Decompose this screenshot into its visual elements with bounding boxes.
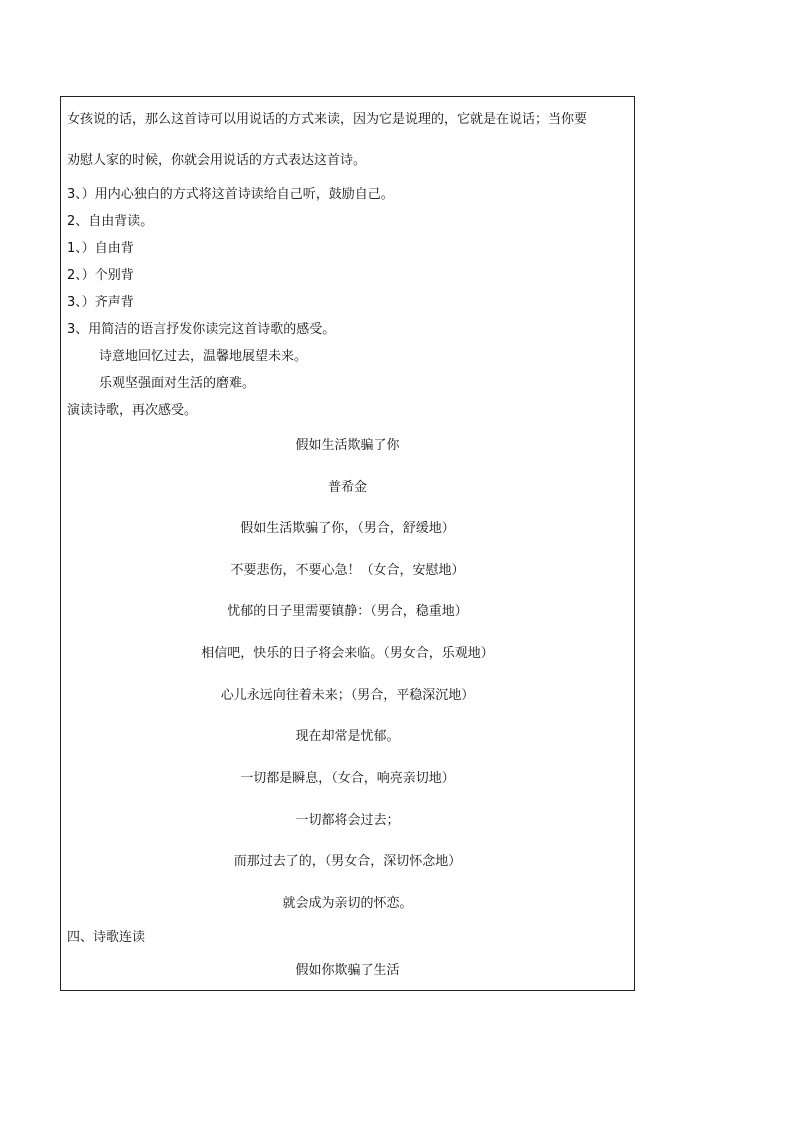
text-line-5: 1、）自由背 xyxy=(67,241,134,256)
text-line-8: 3、用简洁的语言抒发你读完这首诗歌的感受。 xyxy=(67,322,336,337)
content-table-cell xyxy=(60,96,635,991)
poem-line-9: 而那过去了的，（男女合，深切怀念地） xyxy=(233,854,462,869)
poem-line-6: 现在却常是忧郁。 xyxy=(295,729,400,744)
poem-line-10: 就会成为亲切的怀恋。 xyxy=(282,896,413,911)
text-line-11: 演读诗歌，再次感受。 xyxy=(67,403,198,418)
text-line-4: 2、自由背读。 xyxy=(67,214,154,229)
poem-line-3: 忧郁的日子里需要镇静：（男合，稳重地） xyxy=(227,604,468,619)
text-line-10: 乐观坚强面对生活的磨难。 xyxy=(99,376,256,391)
text-line-3: 3、）用内心独白的方式将这首诗读给自己听，鼓励自己。 xyxy=(67,187,394,202)
text-line-7: 3、）齐声背 xyxy=(67,295,134,310)
poem-line-1: 假如生活欺骗了你，（男合，舒缓地） xyxy=(240,521,455,536)
poem-line-8: 一切都将会过去； xyxy=(295,813,400,828)
text-line-6: 2、）个别背 xyxy=(67,268,134,283)
text-line-9: 诗意地回忆过去，温馨地展望未来。 xyxy=(99,349,308,364)
next-poem-title: 假如你欺骗了生活 xyxy=(295,963,400,978)
poem-author: 普希金 xyxy=(327,480,367,495)
section-heading: 四、诗歌连读 xyxy=(67,930,146,945)
text-line-1: 女孩说的话，那么这首诗可以用说话的方式来读，因为它是说理的，它就是在说话；当你要 xyxy=(67,112,588,127)
text-line-2: 劝慰人家的时候，你就会用说话的方式表达这首诗。 xyxy=(67,153,367,168)
poem-title: 假如生活欺骗了你 xyxy=(295,438,400,453)
poem-line-4: 相信吧，快乐的日子将会来临。（男女合，乐观地） xyxy=(201,646,494,661)
poem-line-2: 不要悲伤，不要心急！（女合，安慰地） xyxy=(230,563,465,578)
poem-line-5: 心儿永远向往着未来；（男合，平稳深沉地） xyxy=(220,688,475,703)
poem-line-7: 一切都是瞬息，（女合，响亮亲切地） xyxy=(240,771,455,786)
